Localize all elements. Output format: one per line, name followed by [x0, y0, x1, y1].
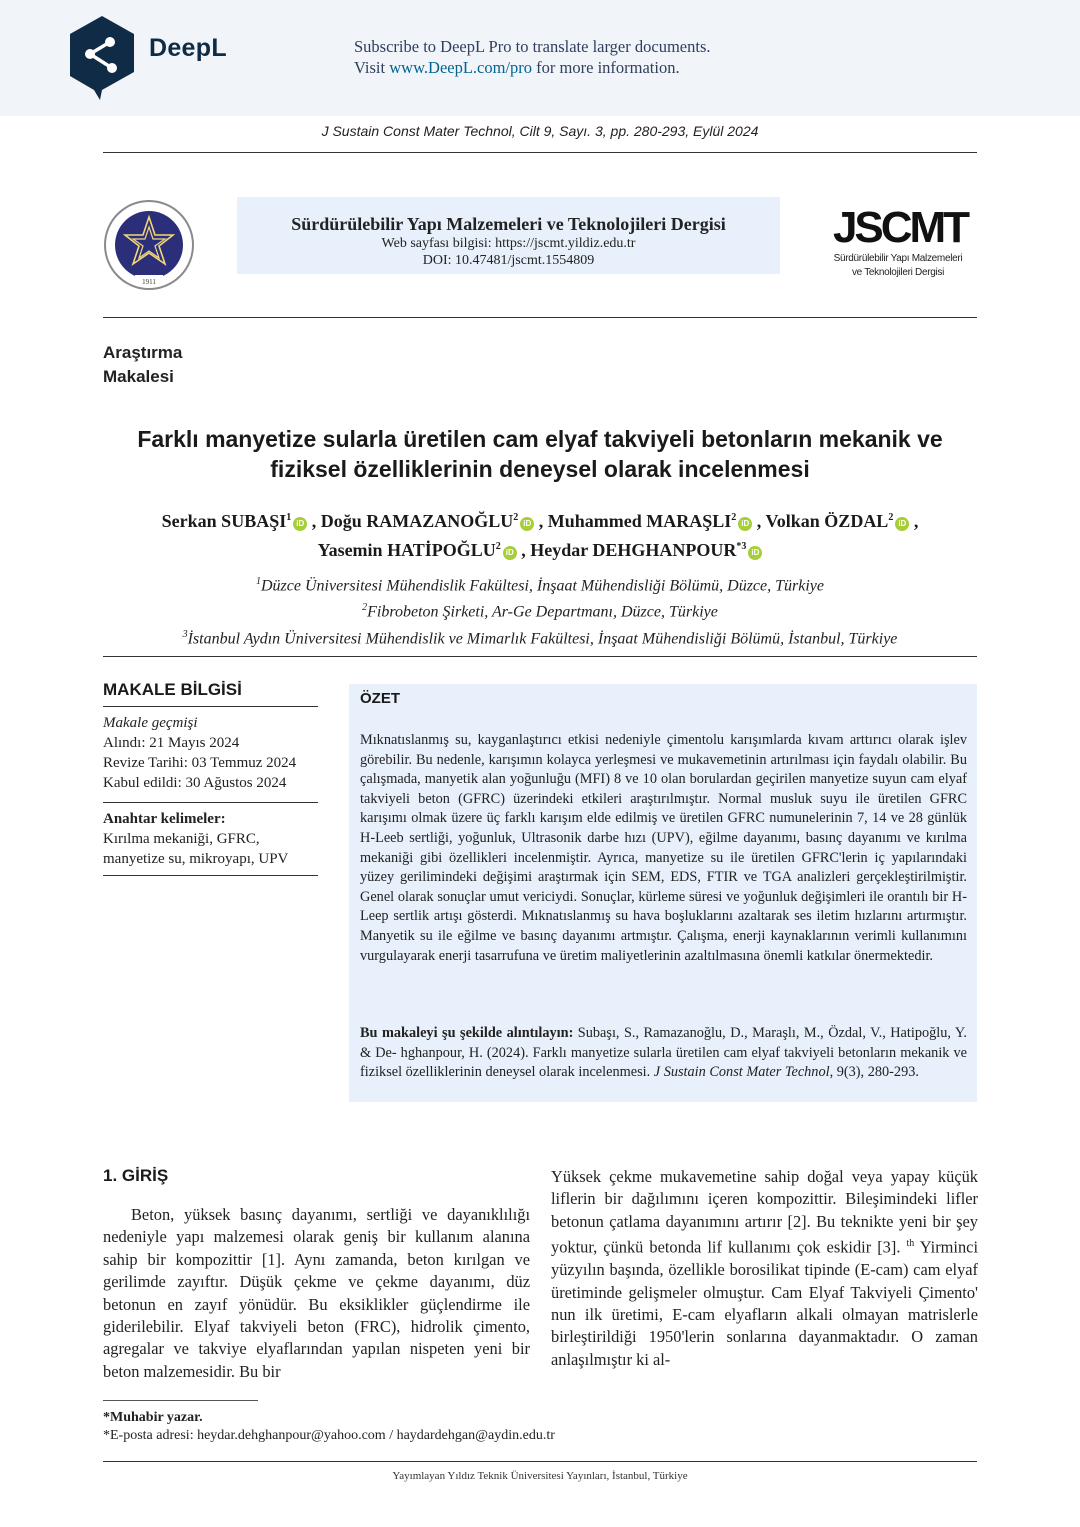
footnote — [103, 1409, 555, 1445]
orcid-icon[interactable]: iD — [748, 546, 762, 560]
jscmt-logo — [820, 204, 980, 248]
divider — [103, 656, 977, 657]
author-sep: , — [752, 511, 766, 531]
deepl-logo-icon[interactable] — [66, 14, 138, 102]
intro-right-column — [551, 1166, 978, 1371]
abstract-heading: ÖZET — [360, 690, 400, 707]
author-affil-sup: *3 — [736, 541, 747, 552]
banner-visit-text: Visit — [354, 58, 390, 77]
logo-sub-line-1: Sürdürülebilir Yapı Malzemeleri — [833, 253, 963, 264]
article-info-box — [103, 713, 318, 876]
deepl-pro-link[interactable]: www.DeepL.com/pro — [389, 58, 533, 77]
abstract-text: Mıknatıslanmış su, kayganlaştırıcı etkisi nedeniyle çimentolu karışımlarda kıvam arttırıcı olarak işlev görebilir. Bu nedenle, karışımın kolayca yerleşmesi ve mukavemetinin artırılması için faydalı olabilir. Bu çalışmada, manyetik alan yoğunluğu (MFI) 8 ve 10 olan borulardan geçirilen manyetize suyun cam elyaf takviyeli beton (GFRC) üzerindeki etkileri araştırılmıştır. Normal musluk suyu ile üretilen GFRC karışımı olmak üzere üç farklı karışım elde edilmiş ve üretilen GFRC numunelerinin 7, 14 ve 28 günlük H-Leeb sertliği, yoğunluk, Ultrasonik darbe hızı (UPV), eğilme dayanımı, basınç dayanımı ve kırılma mekaniği gibi özellikleri incelenmiştir. Ayrıca, manyetize su ile üretilen GFRC'lerin iç yapılarındaki yüzey gerilimindeki değişimi araştırmak için SEM, EDS, FTIR ve TGA analizleri gerçekleştirilmiştir. Genel olarak sonuçlar umut vericiydi. Sonuçlar, kürleme süresi ve yoğunluk değişimleri ile orantılı bir H-Leep sertlik artışı gösterdi. Mıknatıslanmış su hava boşluklarını azaltarak ses iletim hızlarını artırmıştır. Manyetik su ile eğilme ve basınç dayanımı artmıştır. Çalışma, enerji kaynaklarının verimli kullanımını vurgulayarak enerji tasarrufuna ve üretim maliyetlerinin azaltılmasına önemli katkılar önermektedir. — [360, 732, 967, 964]
keywords-label: Anahtar kelimeler: — [103, 811, 226, 827]
orcid-icon[interactable]: iD — [895, 517, 909, 531]
intro-right-text-b: Yirminci yüzyılın başında, özellikle borosilikat tipinde (E-cam) cam elyaf üretiminde gelişmeler olmuştur. Cam Elyaf Takviyeli Çimento' nun ilk üretimi, E-cam elyafların alkali olmayan matrislerle birleştirildiği 1950'lerin sonlarına dayanmaktadır. O zaman anlaşılmıştır ki al- — [551, 1237, 978, 1369]
author-affil-sup: 1 — [286, 512, 292, 523]
author-affil-sup: 2 — [495, 541, 501, 552]
title-line-2: fiziksel özelliklerinin deneysel olarak incelenmesi — [270, 456, 810, 482]
author-name: Yasemin HATİPOĞLU — [317, 540, 496, 560]
banner-info-text: for more information. — [532, 58, 680, 77]
intro-right-sup: th — [906, 1238, 915, 1250]
divider — [103, 317, 977, 318]
article-title — [60, 424, 1020, 484]
publisher-line: Yayımlayan Yıldız Teknik Üniversitesi Yayınları, İstanbul, Türkiye — [392, 1470, 688, 1482]
divider — [103, 875, 318, 876]
author-sep: , — [516, 540, 531, 560]
author-affil-sup: 2 — [888, 512, 894, 523]
journal-header-box — [237, 197, 780, 274]
article-type-label — [103, 341, 182, 389]
journal-title: Sürdürülebilir Yapı Malzemeleri ve Teknolojileri Dergisi — [291, 214, 726, 234]
author-line-1 — [60, 505, 1020, 534]
received-date: Alındı: 21 Mayıs 2024 — [103, 735, 240, 751]
author-name: Doğu RAMAZANOĞLU — [320, 511, 514, 531]
logo-sub-line-2: ve Teknolojileri Dergisi — [851, 267, 945, 278]
author-affil-sup: 2 — [513, 512, 519, 523]
citation-journal: J Sustain Const Mater Technol — [653, 1064, 830, 1081]
svg-text:JSCMT: JSCMT — [832, 204, 968, 248]
affiliation-sup: 2 — [362, 602, 368, 614]
corresponding-author-label: *Muhabir yazar. — [103, 1410, 203, 1425]
affiliation-sup: 1 — [255, 576, 261, 587]
orcid-icon[interactable]: iD — [738, 517, 752, 531]
divider — [103, 706, 318, 707]
jscmt-logo-subtitle — [818, 252, 978, 280]
affiliation-text: İstanbul Aydın Üniversitesi Mühendislik ve Mimarlık Fakültesi, İnşaat Mühendisliği Bölümü, İstanbul, Türkiye — [187, 629, 898, 647]
affiliation-item — [60, 624, 1020, 650]
journal-doi[interactable]: DOI: 10.47481/jscmt.1554809 — [422, 253, 595, 268]
keywords-list: Kırılma mekaniği, GFRC, manyetize su, mikroyapı, UPV — [103, 831, 289, 867]
divider — [103, 1461, 977, 1462]
banner-message — [354, 36, 711, 78]
citation-label: Bu makaleyi şu şekilde alıntılayın: — [360, 1025, 574, 1041]
author-sep: , — [307, 511, 321, 531]
seal-year: 1911 — [142, 278, 156, 286]
author-affil-sup: 2 — [731, 512, 737, 523]
title-line-1: Farklı manyetize sularla üretilen cam elyaf takviyeli betonların mekanik ve — [137, 426, 943, 452]
intro-right-text-a: Yüksek çekme mukavemetine sahip doğal veya yapay küçük liflerin bir dağılımını içeren kompozittir. Bileşimindeki lifler betonun çatlama dayanımını artırır [2]. Bu teknikte yeni bir şey yoktur, çünkü betonda lif kullanımı çok eskidir [3]. — [551, 1167, 978, 1257]
affiliation-list — [60, 571, 1020, 650]
affiliation-sup: 3 — [182, 628, 188, 640]
affiliation-text: Düzce Üniversitesi Mühendislik Fakültesi, İnşaat Mühendisliği Bölümü, Düzce, Türkiye — [260, 577, 824, 595]
journal-citation-line: J Sustain Const Mater Technol, Cilt 9, Sayı. 3, pp. 280-293, Eylül 2024 — [321, 123, 759, 139]
revised-date: Revize Tarihi: 03 Temmuz 2024 — [103, 755, 297, 771]
history-label: Makale geçmişi — [103, 715, 198, 731]
banner-line-2 — [354, 57, 711, 78]
author-line-2 — [60, 534, 1020, 563]
intro-left-column: Beton, yüksek basınç dayanımı, sertliği ve dayanıklılığı nedeniyle yapı malzemesi olarak geniş bir kullanım alanına sahip bir kompozittir [1]. Aynı zamanda, beton kırılgan ve gerilimde zayıftır. Düşük çekme ve çekme dayanımı, düz betonun en zayıf yönüdür. Bu eksiklikler güçlendirme ile giderilebilir. Elyaf takviyeli beton (FRC), hidrolik çimento, agregalar ve takviye elyaflarından yapılan nispeten yeni bir beton malzemesidir. Bu bir — [103, 1205, 530, 1381]
citation-block — [360, 1024, 967, 1083]
article-type-line-1: Araştırma — [103, 343, 183, 362]
author-name: Volkan ÖZDAL — [765, 511, 889, 531]
journal-website[interactable]: Web sayfası bilgisi: https://jscmt.yildiz.edu.tr — [381, 236, 636, 251]
section-heading: 1. GİRİŞ — [103, 1166, 169, 1185]
orcid-icon[interactable]: iD — [293, 517, 307, 531]
article-info-heading: MAKALE BİLGİSİ — [103, 680, 242, 699]
author-sep: , — [909, 511, 919, 531]
citation-tail: , 9(3), 280-293. — [829, 1064, 919, 1081]
author-list — [60, 505, 1020, 563]
affiliation-item — [60, 571, 1020, 597]
author-name: Heydar DEHGHANPOUR — [530, 540, 737, 560]
footnote-rule — [103, 1400, 258, 1401]
corresponding-email[interactable]: *E-posta adresi: heydar.dehghanpour@yahoo.com / haydardehgan@aydin.edu.tr — [103, 1428, 555, 1443]
author-name: Muhammed MARAŞLI — [547, 511, 732, 531]
university-seal-logo — [103, 199, 195, 291]
affiliation-item — [60, 597, 1020, 623]
author-sep: , — [534, 511, 548, 531]
author-name: Serkan SUBAŞI — [161, 511, 287, 531]
divider — [103, 802, 318, 803]
divider — [103, 152, 977, 153]
citation-text: Subaşı, S., Ramazanoğlu, D., Maraşlı, M., Özdal, V., Hatipoğlu, Y. & De- hghanpour, H. (2024). Farklı manyetize sularla üretilen cam elyaf takviyeli betonların mekanik ve fiziksel özelliklerinin deneysel olarak incelenmesi. — [360, 1025, 967, 1081]
deepl-brand-name: DeepL — [149, 34, 227, 62]
affiliation-text: Fibrobeton Şirketi, Ar-Ge Departmanı, Düzce, Türkiye — [367, 603, 718, 621]
accepted-date: Kabul edildi: 30 Ağustos 2024 — [103, 775, 287, 791]
article-type-line-2: Makalesi — [103, 367, 174, 386]
orcid-icon[interactable]: iD — [503, 546, 517, 560]
banner-line-1: Subscribe to DeepL Pro to translate larger documents. — [354, 37, 711, 56]
orcid-icon[interactable]: iD — [520, 517, 534, 531]
